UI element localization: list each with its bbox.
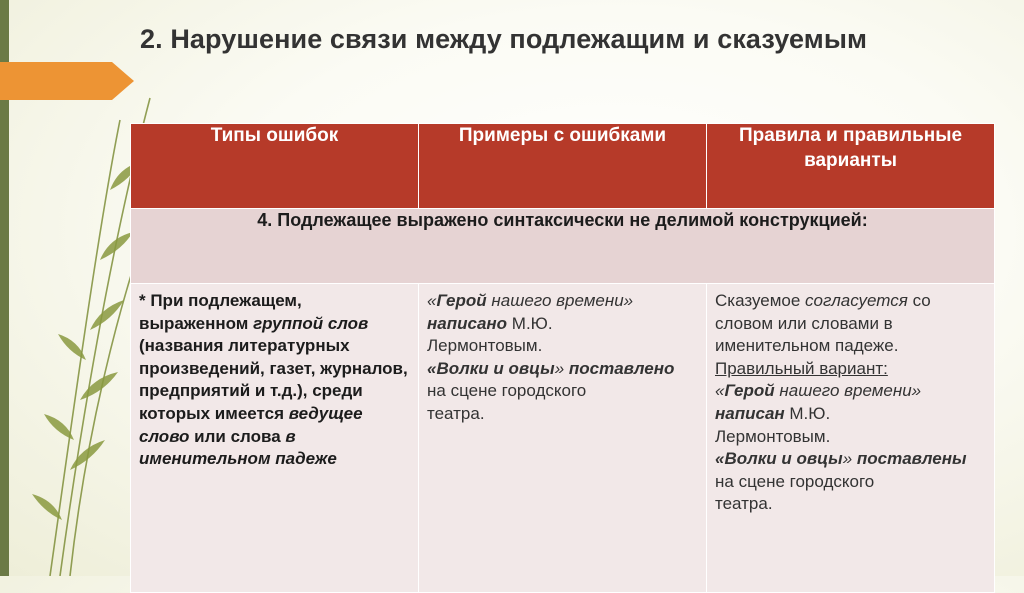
header-rules: Правила и правильные варианты: [707, 124, 995, 209]
example-line: на сцене городского: [427, 381, 587, 401]
header-error-types: Типы ошибок: [131, 124, 419, 209]
example-line: театра.: [427, 404, 485, 424]
rule-line: Сказуемое согласуется со: [715, 291, 931, 310]
rules-table: [130, 123, 995, 593]
examples-cell: [419, 284, 707, 593]
accent-arrow: [0, 62, 134, 100]
rule-line: «Герой нашего времени»: [715, 381, 922, 401]
rule-line: «Волки и овцы» поставлены: [715, 449, 967, 469]
example-line: Лермонтовым.: [427, 336, 543, 356]
rule-line: написан М.Ю.: [715, 404, 831, 424]
error-type-cell: * При подлежащем, выраженном группой слов (названия литературных произведений, газет, журналов, предприятий и т.д.), среди которых имеется ведущее слово или слова в именительном падеже: [131, 284, 419, 593]
header-row: [131, 124, 995, 209]
section-row: [131, 209, 995, 284]
rule-line: словом или словами в: [715, 313, 893, 333]
example-line: написано М.Ю.: [427, 313, 553, 333]
rule-line: Правильный вариант:: [715, 358, 888, 378]
rules-cell: [707, 284, 995, 593]
rule-line: на сцене городского: [715, 471, 875, 491]
example-line: «Волки и овцы» поставлено: [427, 358, 675, 378]
content-row: [131, 284, 995, 593]
section-title: 4. Подлежащее выражено синтаксически не делимой конструкцией:: [131, 209, 995, 284]
slide-title: 2. Нарушение связи между подлежащим и сказуемым: [140, 24, 868, 54]
rule-line: Лермонтовым.: [715, 426, 831, 446]
rule-line: театра.: [715, 494, 773, 514]
header-examples: Примеры с ошибками: [419, 124, 707, 209]
rule-line: именительном падеже.: [715, 336, 899, 356]
example-line: «Герой нашего времени»: [427, 291, 634, 310]
